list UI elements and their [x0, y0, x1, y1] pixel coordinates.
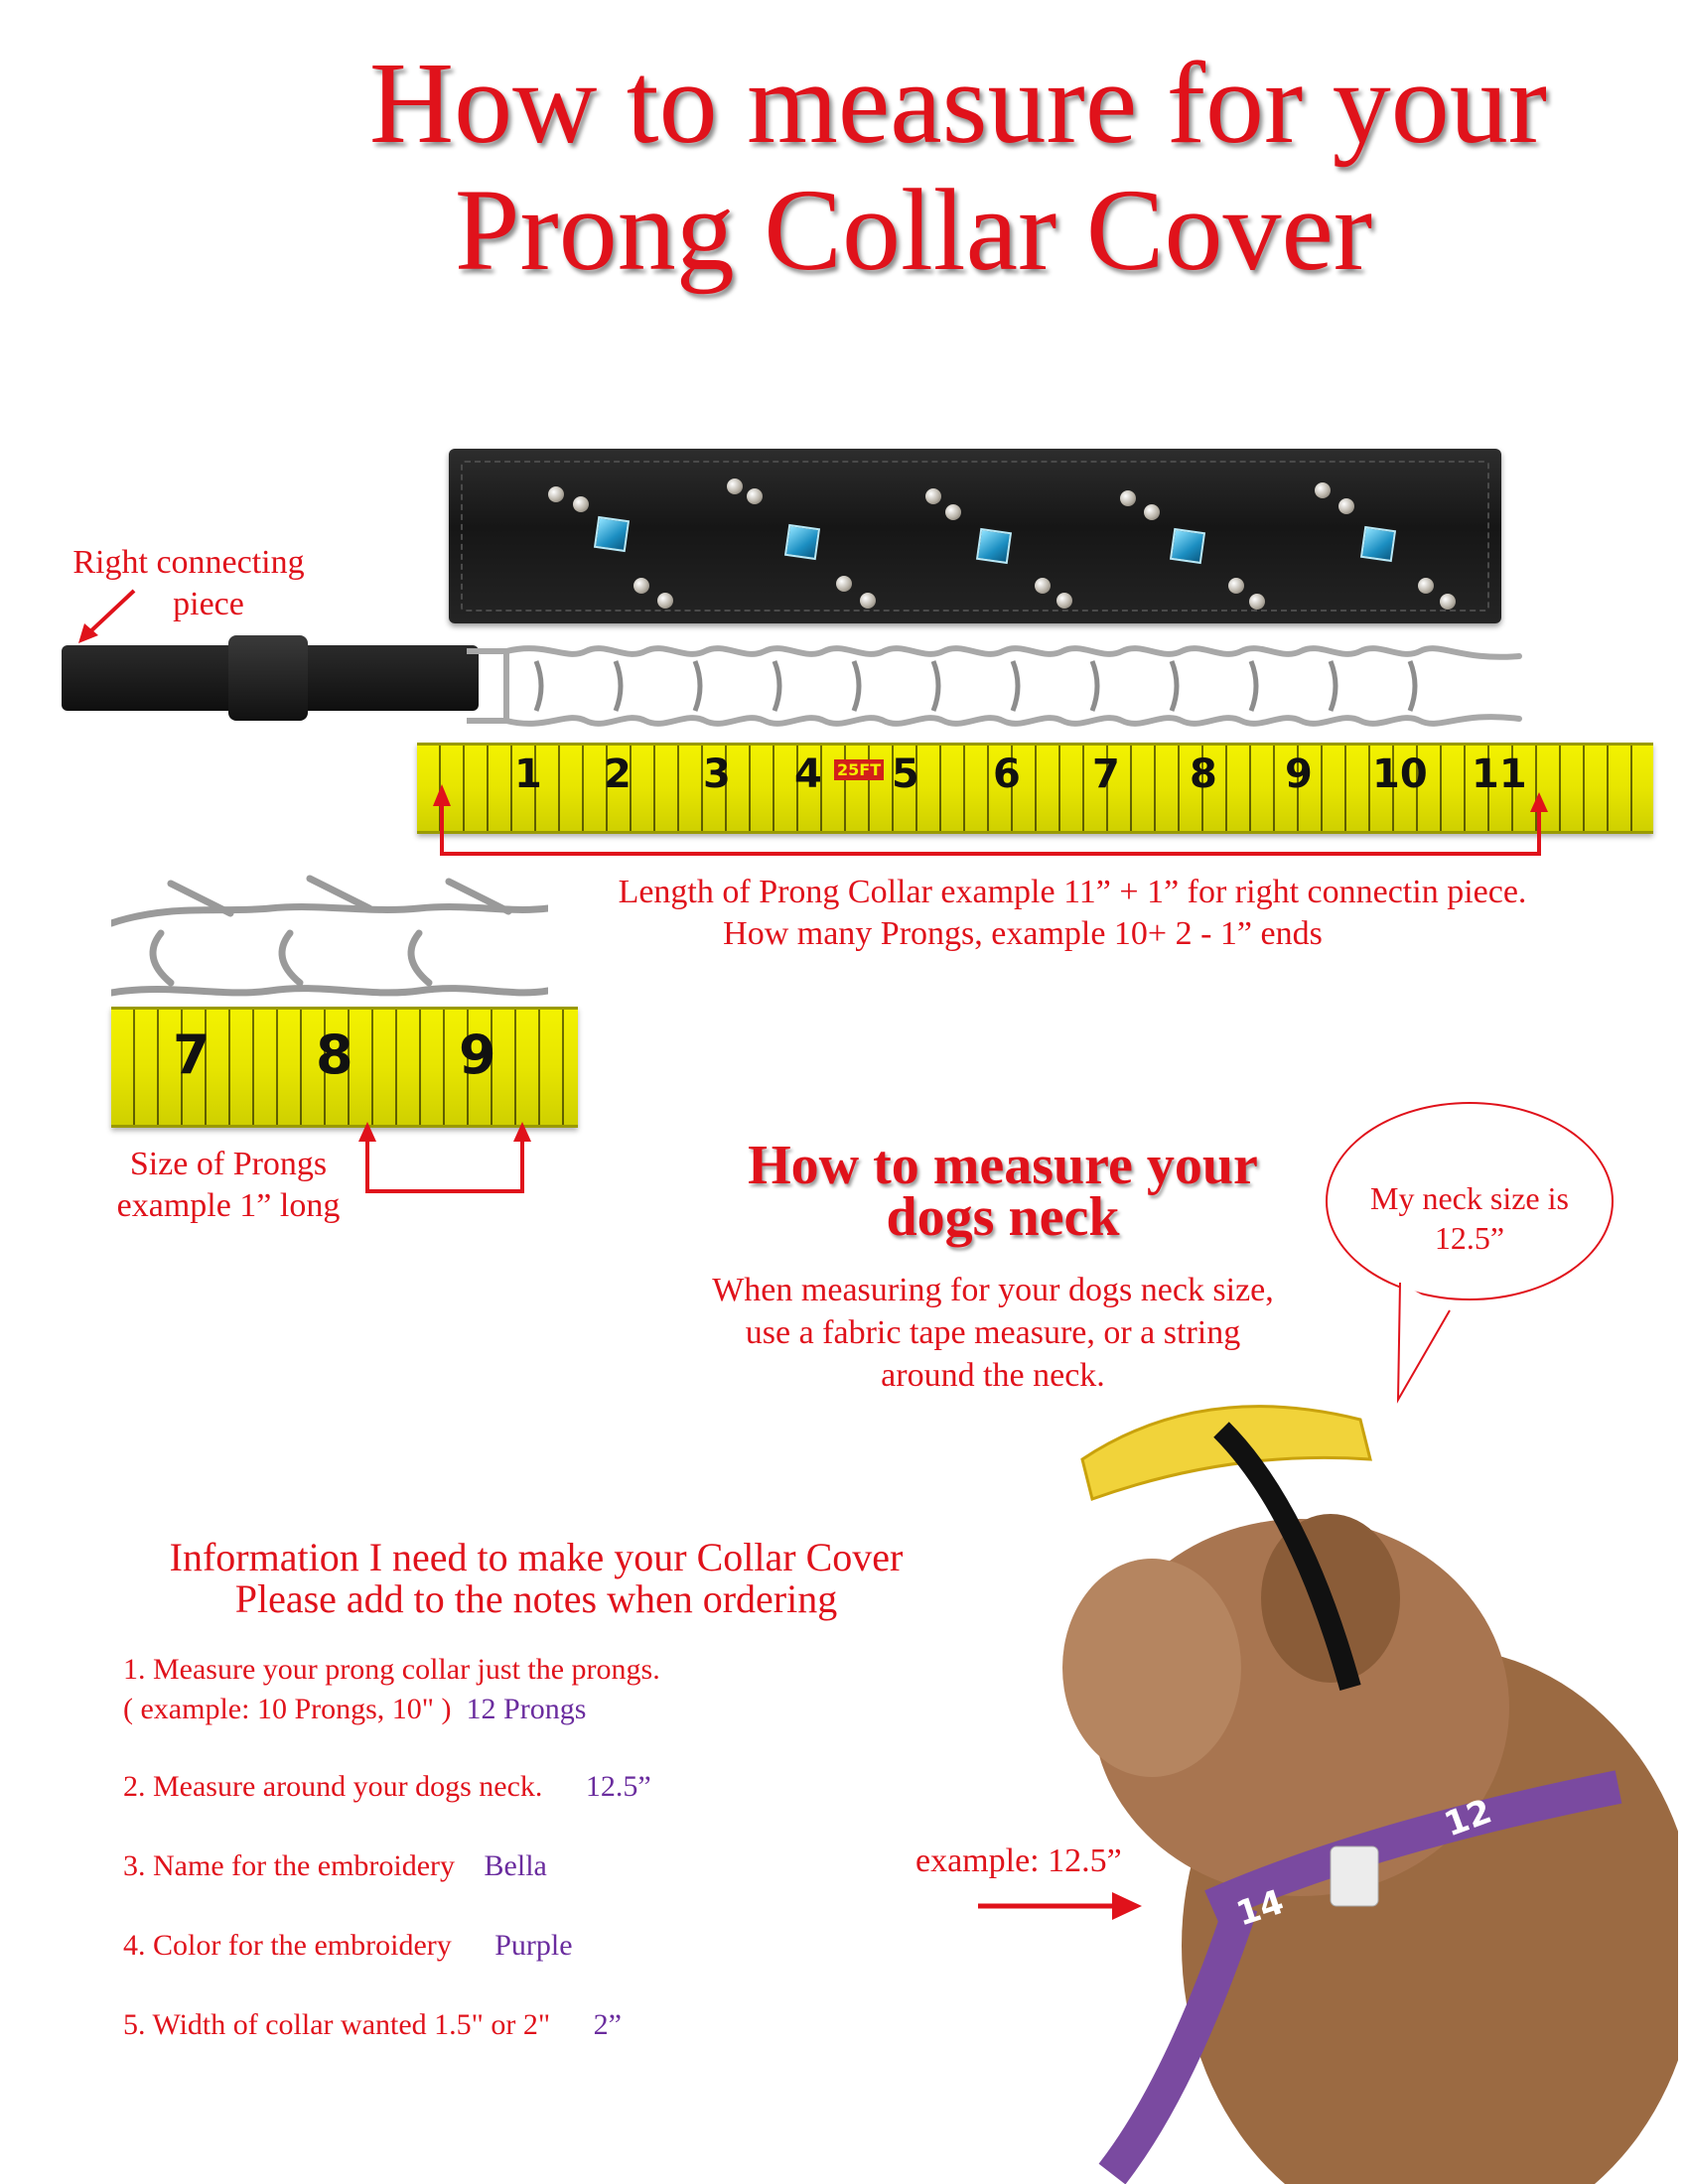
neck-desc-line-2: use a fabric tape measure, or a string [745, 1314, 1241, 1351]
step-1-text: 1. Measure your prong collar just the prongs. [123, 1653, 660, 1686]
tape-number: 1 [514, 751, 542, 797]
tape-number: 9 [459, 1024, 496, 1086]
tape-number: 8 [1190, 751, 1217, 797]
arrow-icon [74, 586, 144, 645]
neck-section-title [675, 1135, 1331, 1248]
tape-number: 3 [703, 751, 731, 797]
prong-closeup-image [111, 874, 548, 1013]
info-step-4 [123, 1926, 573, 1966]
prong-size-line-2: example 1” long [116, 1187, 341, 1224]
step-2-answer: 12.5” [585, 1770, 651, 1803]
info-heading [119, 1537, 953, 1620]
tape-number: 2 [604, 751, 632, 797]
collar-length-label [516, 872, 1628, 955]
neck-title-line-1: How to measure your [748, 1135, 1258, 1196]
example-neck-label: example: 12.5” [915, 1843, 1122, 1879]
step-4-text: 4. Color for the embroidery [123, 1929, 452, 1962]
svg-text:14: 14 [1231, 1881, 1289, 1935]
tape-number: 9 [1285, 751, 1313, 797]
step-3-answer: Bella [484, 1849, 547, 1882]
tape-number: 10 [1372, 751, 1428, 797]
page-title [0, 40, 1688, 294]
title-line-2: Prong Collar Cover [454, 165, 1373, 295]
step-2-text: 2. Measure around your dogs neck. [123, 1770, 543, 1803]
bubble-line-1: My neck size is [1370, 1180, 1569, 1216]
neck-instructions [635, 1269, 1350, 1397]
length-line-2: How many Prongs, example 10+ 2 - 1” ends [723, 915, 1323, 952]
tape-number: 8 [316, 1024, 353, 1086]
info-heading-line-2: Please add to the notes when ordering [234, 1576, 838, 1621]
length-line-1: Length of Prong Collar example 11” + 1” for right connectin piece. [618, 874, 1527, 910]
buckle-icon [228, 635, 308, 721]
neck-desc-line-1: When measuring for your dogs neck size, [712, 1272, 1274, 1308]
info-step-2 [123, 1767, 651, 1807]
arrow-icon [973, 1886, 1152, 1926]
speech-bubble [1326, 1102, 1614, 1300]
step-1-example: ( example: 10 Prongs, 10" ) 12 Prongs [123, 1693, 587, 1725]
step-5-answer: 2” [593, 2008, 622, 2041]
right-connecting-line-1: Right connecting [72, 544, 305, 581]
tape-number: 7 [173, 1024, 211, 1086]
prong-size-line-1: Size of Prongs [129, 1146, 328, 1182]
tape-number: 7 [1092, 751, 1120, 797]
tape-brand: 25FT [834, 759, 884, 780]
tape-number: 11 [1472, 751, 1527, 797]
step-4-answer: Purple [494, 1929, 573, 1962]
info-heading-line-1: Information I need to make your Collar Cover [169, 1535, 904, 1579]
right-connecting-line-2: piece [173, 586, 244, 622]
info-step-1 [123, 1650, 660, 1729]
step-3-text: 3. Name for the embroidery [123, 1849, 456, 1882]
neck-title-line-2: dogs neck [886, 1186, 1120, 1248]
step-5-text: 5. Width of collar wanted 1.5" or 2" [123, 2008, 551, 2041]
tape-measure-short [111, 1007, 578, 1128]
tape-number: 6 [993, 751, 1021, 797]
prong-size-label [79, 1144, 377, 1227]
tape-number: 4 [794, 751, 822, 797]
step-1-answer: 12 Prongs [466, 1693, 587, 1725]
prong-chain-image [467, 631, 1539, 741]
title-line-1: How to measure for your [368, 38, 1548, 168]
svg-text:12: 12 [1439, 1791, 1497, 1845]
info-step-3 [123, 1846, 547, 1886]
leather-collar-cover-image [449, 449, 1501, 623]
prong-size-bracket-arrow [348, 1122, 546, 1211]
info-step-5 [123, 2005, 622, 2045]
tape-number: 5 [892, 751, 919, 797]
neck-desc-line-3: around the neck. [881, 1357, 1105, 1394]
stuffed-dog-image [1003, 1390, 1678, 2184]
bubble-line-2: 12.5” [1434, 1220, 1505, 1256]
length-bracket-arrow [427, 784, 1559, 874]
